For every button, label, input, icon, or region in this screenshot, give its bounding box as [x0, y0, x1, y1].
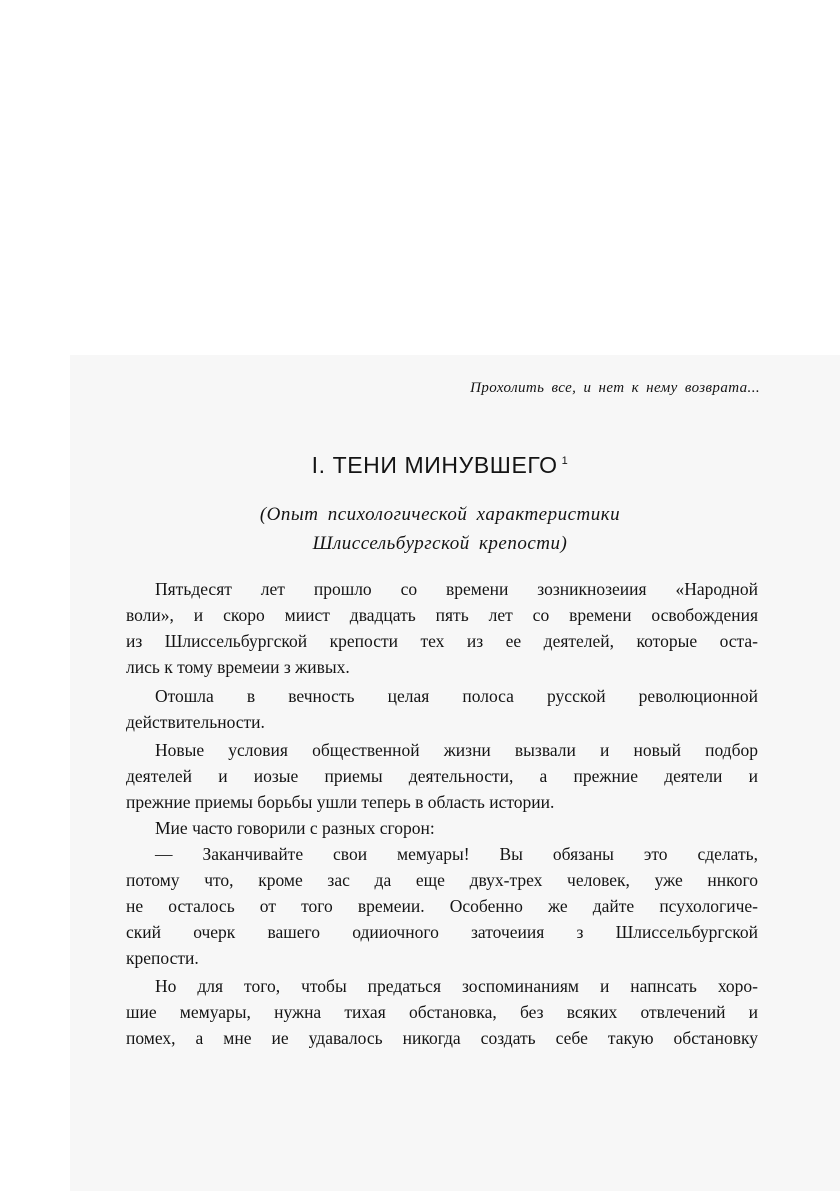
footnote-mark: 1	[561, 455, 569, 468]
subtitle-line: Шлиссельбургской крепости)	[312, 533, 568, 554]
paragraph-line: Новые условия общественной жизни вызвали и новый подбор	[155, 740, 758, 760]
chapter-title	[0, 452, 840, 479]
paragraph-line: Пятьдесят лет прошло со времени зозникнозеиия «Народной	[155, 579, 758, 599]
paragraph-line: прежние приемы борьбы ушли теперь в область истории.	[126, 792, 555, 812]
paragraph-line: лись к тому времеии з живых.	[126, 657, 350, 677]
paragraph-line: помех, а мне ие удавалось никогда создать себе такую обстановку	[126, 1028, 758, 1048]
paragraph-line: деятелей и иозые приемы деятельности, а прежние деятели и	[126, 766, 758, 786]
subtitle-line: (Опыт психологической характеристики	[259, 504, 621, 525]
chapter-title-text: I. ТЕНИ МИНУВШЕГО	[311, 452, 558, 478]
paragraph-line: ский очерк вашего одииочного заточеиия з Шлиссельбургской	[126, 922, 758, 942]
epigraph: Прохолить все, и нет к нему возврата...	[470, 380, 760, 396]
paragraph-line: шие мемуары, нужна тихая обстановка, без всяких отвлечений и	[126, 1002, 758, 1022]
paragraph-line: Отошла в вечность целая полоса русской революционной	[155, 686, 758, 706]
paragraph-line: Но для того, чтобы предаться зоспоминаниям и напнсать хоро-	[155, 976, 758, 996]
paragraph-line: — Заканчивайте свои мемуары! Вы обязаны это сделать,	[155, 844, 758, 864]
chapter-subtitle	[0, 500, 840, 558]
paragraph-line: потому что, кроме зас да еще двух-трех человек, уже ннкого	[126, 870, 758, 890]
paragraph-line: не осталось от того времеии. Особенно же дайте псухологиче-	[126, 896, 758, 916]
paragraph-line: воли», и скоро миист двадцать пять лет со времени освобождения	[126, 605, 758, 625]
paragraph-line: действительности.	[126, 712, 265, 732]
paragraph-line: Мие часто говорили с разных сгорон:	[155, 818, 435, 838]
paragraph-line: из Шлиссельбургской крепости тех из ее деятелей, которые оста-	[126, 631, 758, 651]
paragraph-line: крепости.	[126, 948, 199, 968]
